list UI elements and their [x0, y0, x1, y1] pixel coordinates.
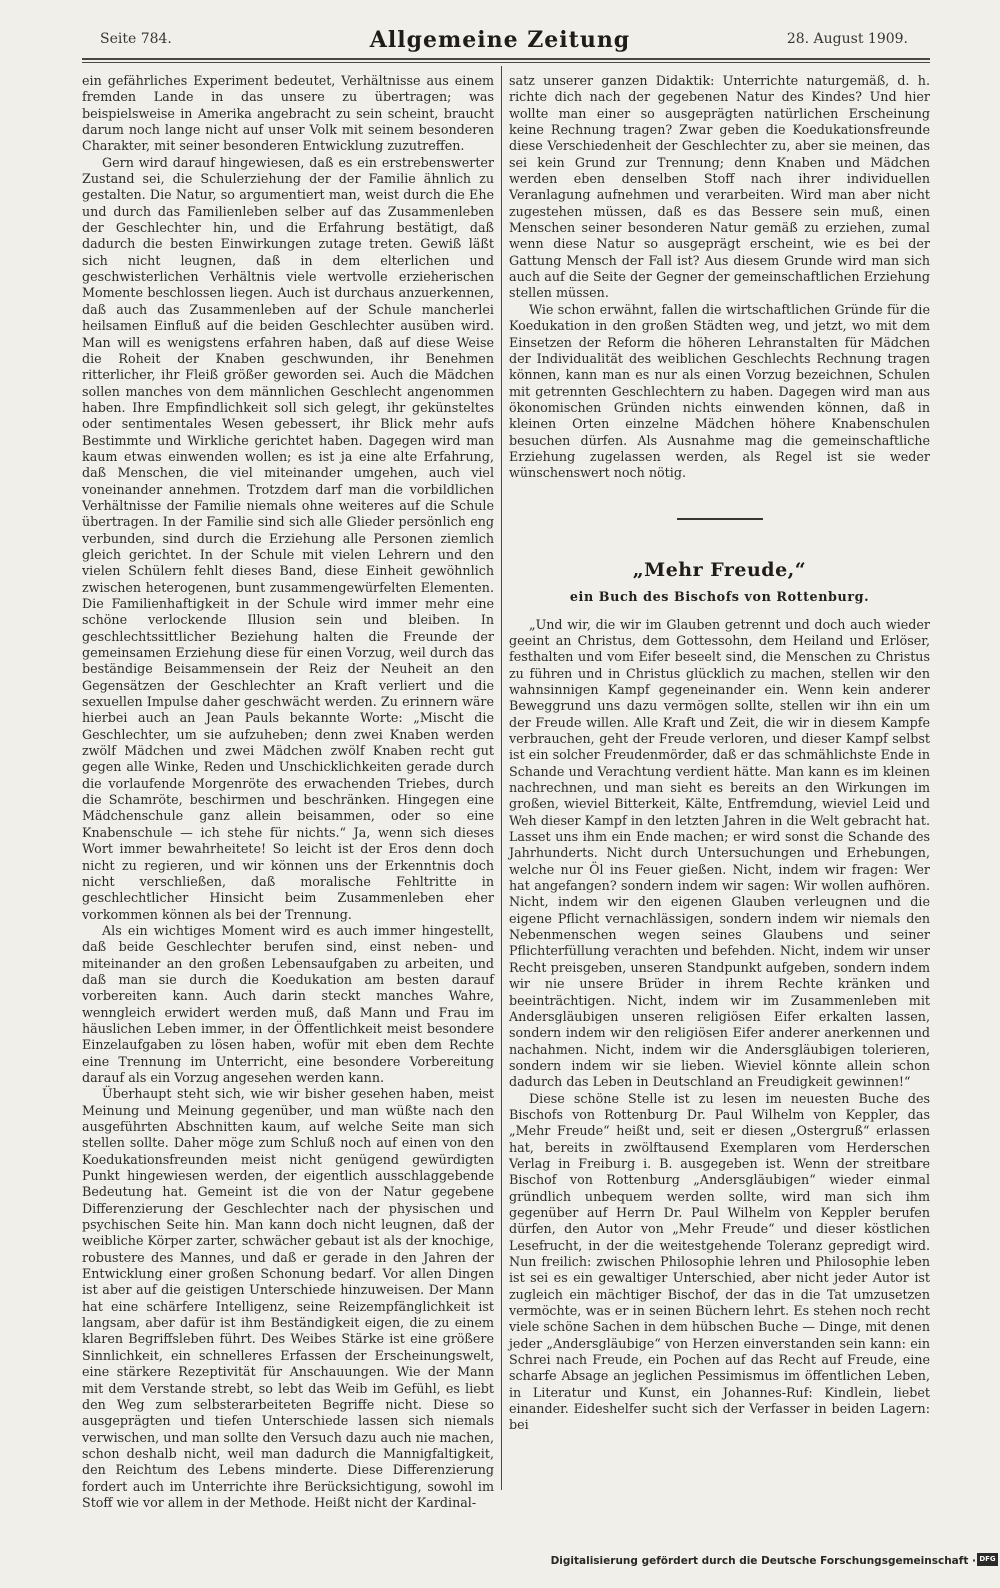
left-column: [82, 73, 494, 1510]
left-paragraph: Als ein wichtiges Moment wird es auch immer hingestellt, daß beide Geschlechter berufen sind, einst neben- und miteinander an den großen Lebensaufgaben zu arbeiten, und daß man sie durch die Koedukation am besten darauf vorbereiten kann. Auch darin steckt manches Wahre, wenngleich erwidert werden muß, daß Mann und Frau im häuslichen Leben immer, in der Öffentlichkeit meist besondere Einzelaufgaben zu lösen haben, wofür mit eben dem Rechte eine Trennung im Unterricht, eine besondere Vorbereitung darauf als ein Vorzug angesehen werden kann.: [82, 922, 494, 1085]
masthead-title: Allgemeine Zeitung: [369, 27, 631, 53]
digitization-credit: Digitalisierung gefördert durch die Deutsche Forschungsgemeinschaft ·: [550, 1555, 976, 1567]
dfg-logo: DFG: [977, 1553, 998, 1566]
header-rule-thin: [82, 62, 930, 63]
section-divider: [677, 518, 763, 520]
article-subtitle: ein Buch des Bischofs von Rottenburg.: [569, 588, 870, 604]
left-paragraph: Überhaupt steht sich, wie wir bisher gesehen haben, meist Meinung und Meinung gegenüber, und man wüßte nach den ausgeführten Abschnitten kaum, auf welche Seite man sich stellen sollte. Daher möge zum Schluß noch auf einen von den Koedukationsfreunden meist nicht genügend gewürdigten Punkt hingewiesen werden, der eigentlich ausschlaggebende Bedeutung hat. Gemeint ist die von der Natur gegebene Differenzierung der Geschlechter nach der physischen und psychischen Seite hin. Man kann doch nicht leugnen, daß der weibliche Körper zarter, schwächer gebaut ist als der knochige, robustere des Mannes, und daß er gerade in den Jahren der Entwicklung einer großen Schonung bedarf. Vor allen Dingen ist aber auf die geistigen Unterschiede hinzuweisen. Der Mann hat eine schärfere Intelligenz, seine Reizempfänglichkeit ist langsam, aber dafür ist ihm Beständigkeit eigen, die zu einem klaren Begriffsleben führt. Des Weibes Stärke ist eine größere Sinnlichkeit, ein schnelleres Erfassen der Erscheinungswelt, eine stärkere Rezeptivität für Anschauungen. Wie der Mann mit dem Verstande strebt, so lebt das Weib im Gefühl, es liebt den Weg zum selbsterarbeiteten Begriffe nicht. Diese so ausgeprägten und tiefen Unterschiede lassen sich niemals verwischen, und man sollte den Versuch dazu auch nie machen, schon deshalb nicht, weil man dadurch die Mannigfaltigkeit, den Reichtum des Lebens minderte. Diese Differenzierung fordert auch im Unterrichte ihre Berücksichtigung, sowohl im Stoff wie vor allem in der Methode. Heißt nicht der Kardinal-: [82, 1086, 494, 1510]
left-paragraph: ein gefährliches Experiment bedeutet, Verhältnisse aus einem fremden Lande in das unsere zu übertragen; was beispielsweise in Amerika angebracht zu sein scheint, braucht darum noch lange nicht auf unser Volk mit seinem besonderen Charakter, mit seiner besonderen Entwicklung zuzutreffen.: [82, 73, 494, 154]
header-rule: [82, 58, 930, 60]
page-number: Seite 784.: [100, 31, 172, 47]
right-paragraph: Wie schon erwähnt, fallen die wirtschaftlichen Gründe für die Koedukation in den großen Städten weg, und jetzt, wo mit dem Einsetzen der Reform die höheren Lehranstalten für Mädchen der Individualität des weiblichen Geschlechts Rechnung tragen können, kann man es nur als einen Vorzug bezeichnen, Schulen mit getrennten Geschlechtern zu haben. Dagegen wird man aus ökonomischen Gründen nichts einwenden können, daß in kleinen Orten einzelne Mädchen höhere Knabenschulen besuchen dürfen. Als Ausnahme mag die gemeinschaftliche Erziehung zugelassen werden, als Regel ist sie weder wünschenswert noch nötig.: [509, 301, 930, 481]
left-paragraph: Gern wird darauf hingewiesen, daß es ein erstrebenswerter Zustand sei, die Schulerziehung der der Familie ähnlich zu gestalten. Die Natur, so argumentiert man, weist durch die Ehe und durch das Familienleben selber auf das Zusammenleben der Geschlechter hin, und die Erfahrung bestätigt, daß dadurch die besten Einwirkungen zutage treten. Gewiß läßt sich nicht leugnen, daß in dem elterlichen und geschwisterlichen Verhältnis viele wertvolle erzieherischen Momente beschlossen liegen. Auch ist durchaus anzuerkennen, daß auch das Zusammenleben auf der Schule mancherlei heilsamen Einfluß auf die beiden Geschlechter ausüben wird. Man will es wenigstens erfahren haben, daß auf diese Weise die Roheit der Knaben geschwunden, ihr Benehmen ritterlicher, ihr Fleiß größer geworden sei. Auch die Mädchen sollen manches von dem männlichen Geschlecht angenommen haben. Ihre Empfindlichkeit soll sich gelegt, ihr gekünsteltes oder sentimentales Wesen gebessert, ihr Blick mehr aufs Bestimmte und Wirkliche gerichtet haben. Dagegen wird man kaum etwas einwenden wollen; es ist ja eine alte Erfahrung, daß Menschen, die viel miteinander umgehen, auch viel voneinander annehmen. Trotzdem darf man die vorbildlichen Verhältnisse der Familie niemals ohne weiteres auf die Schule übertragen. In der Familie sind sich alle Glieder persönlich eng verbunden, sind durch die Erziehung alle Personen ziemlich gleich gerichtet. In der Schule mit vielen Lehrern und den vielen Schülern fehlt dieses Band, diese Einheit gewöhnlich zwischen heterogenen, bunt zusammengewürfelten Elementen. Die Familienhaftigkeit in der Schule wird immer mehr eine schöne verlockende Illusion sein und bleiben. In geschlechtssittlicher Beziehung halten die Freunde der gemeinsamen Erziehung diese für einen Vorzug, weil durch das beständige Beisammensein der Reiz der Neuheit an den Gegensätzen der Geschlechter an Kraft verliert und die sexuellen Impulse daher geschwächt werden. Zu erinnern wäre hierbei auch an Jean Pauls bekannte Worte: „Mischt die Geschlechter, um sie aufzuheben; denn zwei Knaben werden zwölf Mädchen und zwei Mädchen zwölf Knaben recht gut gegen alle Winke, Reden und Unschicklichkeiten gerade durch die vorlaufende Morgenröte des erwachenden Triebes, durch die Schamröte, beschirmen und beschränken. Hingegen eine Mädchenschule ganz allein beisammen, oder so eine Knabenschule — ich stehe für nichts.“ Ja, wenn sich dieses Wort immer bewahrheitete! So leicht ist der Eros denn doch nicht zu regieren, und wir können uns der Erkenntnis doch nicht verschließen, daß moralische Fehltritte in geschlechtlicher Hinsicht beim Zusammenleben eher vorkommen können als bei der Trennung.: [82, 154, 494, 922]
right-paragraph: satz unserer ganzen Didaktik: Unterrichte naturgemäß, d. h. richte dich nach der gegebenen Natur des Kindes? Und hier wollte man einer so ausgeprägten natürlichen Erscheinung keine Rechnung tragen? Zwar geben die Koedukationsfreunde diese Verschiedenheit der Geschlechter zu, aber sie meinen, das sei kein Grund zur Trennung; denn Knaben und Mädchen werden eben denselben Stoff nach ihrer individuellen Veranlagung aufnehmen und verarbeiten. Wird man aber nicht zugestehen müssen, daß es das Bessere sein muß, einen Menschen seiner besonderen Natur gemäß zu erziehen, zumal wenn diese Natur so ausgeprägt erscheint, wie es bei der Gattung Mensch der Fall ist? Aus diesem Grunde wird man sich auch auf die Seite der Gegner der gemeinschaftlichen Erziehung stellen müssen.: [509, 73, 930, 301]
article-paragraph: „Und wir, die wir im Glauben getrennt und doch auch wieder geeint an Christus, dem Gottessohn, dem Heiland und Erlöser, festhalten und vom Eifer beseelt sind, die Menschen zu Christus zu führen und in Christus glücklich zu machen, stellen wir den wahnsinnigen Kampf gegeneinander ein. Wenn kein anderer Beweggrund uns dazu vermögen sollte, stellen wir ihn ein um der Freude willen. Alle Kraft und Zeit, die wir in diesem Kampfe verbrauchen, geht der Freude verloren, und dieser Kampf selbst ist ein solcher Freudenmörder, daß er das schmählichste Ende in Schande und Verachtung verdient hätte. Man kann es im kleinen nachrechnen, und man sieht es bereits an den Wirkungen im großen, wieviel Bitterkeit, Kälte, Entfremdung, wieviel Leid und Weh dieser Kampf in den letzten Jahren in die Welt gebracht hat. Lasset uns ihm ein Ende machen; er wird sonst die Schande des Jahrhunderts. Nicht durch Untersuchungen und Erhebungen, welche nur Öl ins Feuer gießen. Nicht, indem wir fragen: Wer hat angefangen? sondern indem wir sagen: Wir wollen aufhören. Nicht, indem wir den eigenen Glauben verleugnen und die eigene Pflicht vernachlässigen, sondern indem wir niemals den Nebenmenschen wegen seines Glaubens und seiner Pflichterfüllung verachten und befehden. Nicht, indem wir unser Recht preisgeben, unseren Standpunkt aufgeben, sondern indem wir nie unsere Brüder in ihrem Rechte kränken und beeinträchtigen. Nicht, indem wir im Zusammenleben mit Andersgläubigen unseren religiösen Eifer erkalten lassen, sondern indem wir den religiösen Eifer anderer anerkennen und nachahmen. Nicht, indem wir die Andersgläubigen tolerieren, sondern indem wir sie lieben. Wieviel könnte allein schon dadurch das Leben in Deutschland an Freudigkeit gewinnen!“: [509, 616, 930, 1090]
issue-date: 28. August 1909.: [786, 31, 908, 47]
right-column: [509, 73, 930, 1488]
article-paragraph: Diese schöne Stelle ist zu lesen im neuesten Buche des Bischofs von Rottenburg Dr. Paul Wilhelm von Keppler, das „Mehr Freude“ heißt und, seit er diesen „Ostergruß“ erlassen hat, bereits in zwölftausend Exemplaren vom Herderschen Verlag in Freiburg i. B. ausgegeben ist. Wenn der streitbare Bischof von Rottenburg „Andersgläubigen“ wieder einmal gründlich unbequem werden sollte, wird man sich ihm gegenüber auf Herrn Dr. Paul Wilhelm von Keppler berufen dürfen, den Autor von „Mehr Freude“ und dieser köstlichen Lesefrucht, in der die weitestgehende Toleranz gepredigt wird. Nun freilich: zwischen Philosophie lehren und Philosophie leben ist sei es ein gewaltiger Unterschied, aber nicht jeder Autor ist zugleich ein mächtiger Bischof, der das in die Tat umzusetzen vermöchte, was er in seinen Büchern lehrt. Es stehen noch recht viele schöne Sachen in dem hübschen Buche — Dinge, mit denen jeder „Andersgläubige“ von Herzen einverstanden sein kann: ein Schrei nach Freude, ein Pochen auf das Recht auf Freude, eine scharfe Absage an jeglichen Pessimismus im öffentlichen Leben, in Literatur und Kunst, ein Johannes-Ruf: Kindlein, liebet einander. Eideshelfer sucht sich der Verfasser in beiden Lagern: bei: [509, 1090, 930, 1433]
article-title: „Mehr Freude,“: [632, 558, 807, 581]
column-divider: [501, 66, 502, 1490]
